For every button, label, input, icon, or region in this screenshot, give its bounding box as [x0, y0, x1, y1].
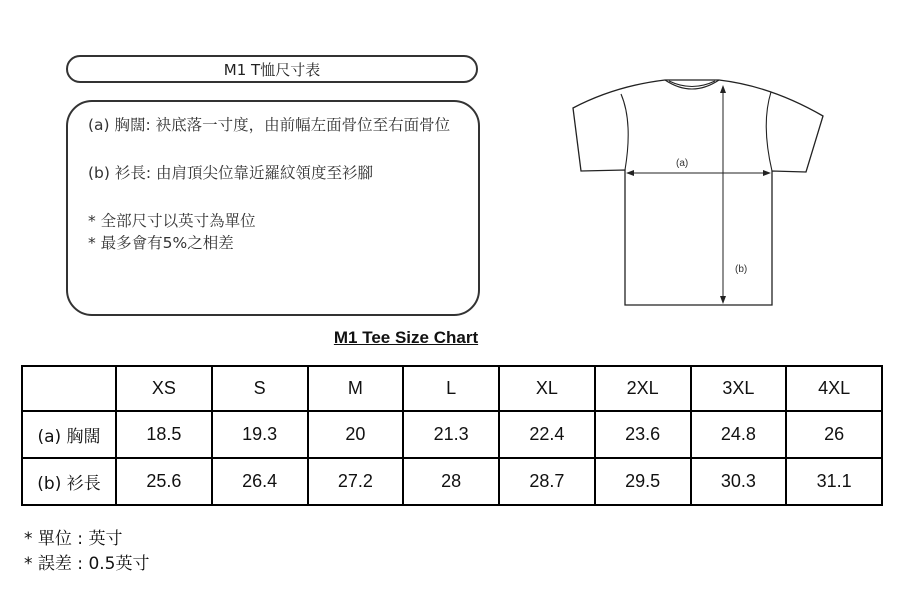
table-header-row [22, 366, 882, 411]
header-xs: XS [116, 366, 212, 411]
table-cell: 18.5 [116, 411, 212, 458]
note-tolerance: * 最多會有5%之相差 [88, 234, 234, 252]
table-cell: 20 [308, 411, 404, 458]
table-cell: 27.2 [308, 458, 404, 505]
table-title: M1 Tee Size Chart [333, 328, 479, 347]
header-m: M [308, 366, 404, 411]
table-cell: 28.7 [499, 458, 595, 505]
chart-title-zh: M1 T恤尺寸表 [66, 55, 478, 83]
table-cell: 23.6 [595, 411, 691, 458]
table-cell: 24.8 [691, 411, 787, 458]
size-table [21, 365, 883, 506]
footnote-unit: * 單位 : 英寸 [24, 529, 123, 549]
table-cell: 28 [403, 458, 499, 505]
header-xl: XL [499, 366, 595, 411]
footnote-error: * 誤差 : 0.5英寸 [24, 554, 150, 574]
table-cell: 21.3 [403, 411, 499, 458]
row-label-length: (b) 衫長 [22, 458, 116, 505]
table-row-chest [22, 411, 882, 458]
note-length: (b) 衫長: 由肩頂尖位靠近羅紋領度至衫腳 [88, 164, 374, 182]
label-a: (a) [676, 158, 689, 169]
note-unit: * 全部尺寸以英寸為單位 [88, 212, 256, 230]
footnotes [24, 527, 149, 577]
header-blank [22, 366, 116, 411]
table-cell: 30.3 [691, 458, 787, 505]
tshirt-diagram [555, 72, 835, 312]
table-row-length [22, 458, 882, 505]
notes-box [66, 100, 480, 316]
header-4xl: 4XL [786, 366, 882, 411]
label-b: (b) [735, 264, 748, 275]
table-cell: 22.4 [499, 411, 595, 458]
note-chest: (a) 胸闊: 袂底落一寸度，由前幅左面骨位至右面骨位 [88, 116, 451, 134]
table-cell: 25.6 [116, 458, 212, 505]
tshirt-outline [573, 80, 823, 305]
row-label-chest: (a) 胸闊 [22, 411, 116, 458]
table-cell: 31.1 [786, 458, 882, 505]
header-2xl: 2XL [595, 366, 691, 411]
header-s: S [212, 366, 308, 411]
table-cell: 19.3 [212, 411, 308, 458]
table-cell: 26 [786, 411, 882, 458]
header-3xl: 3XL [691, 366, 787, 411]
table-cell: 29.5 [595, 458, 691, 505]
table-cell: 26.4 [212, 458, 308, 505]
header-l: L [403, 366, 499, 411]
